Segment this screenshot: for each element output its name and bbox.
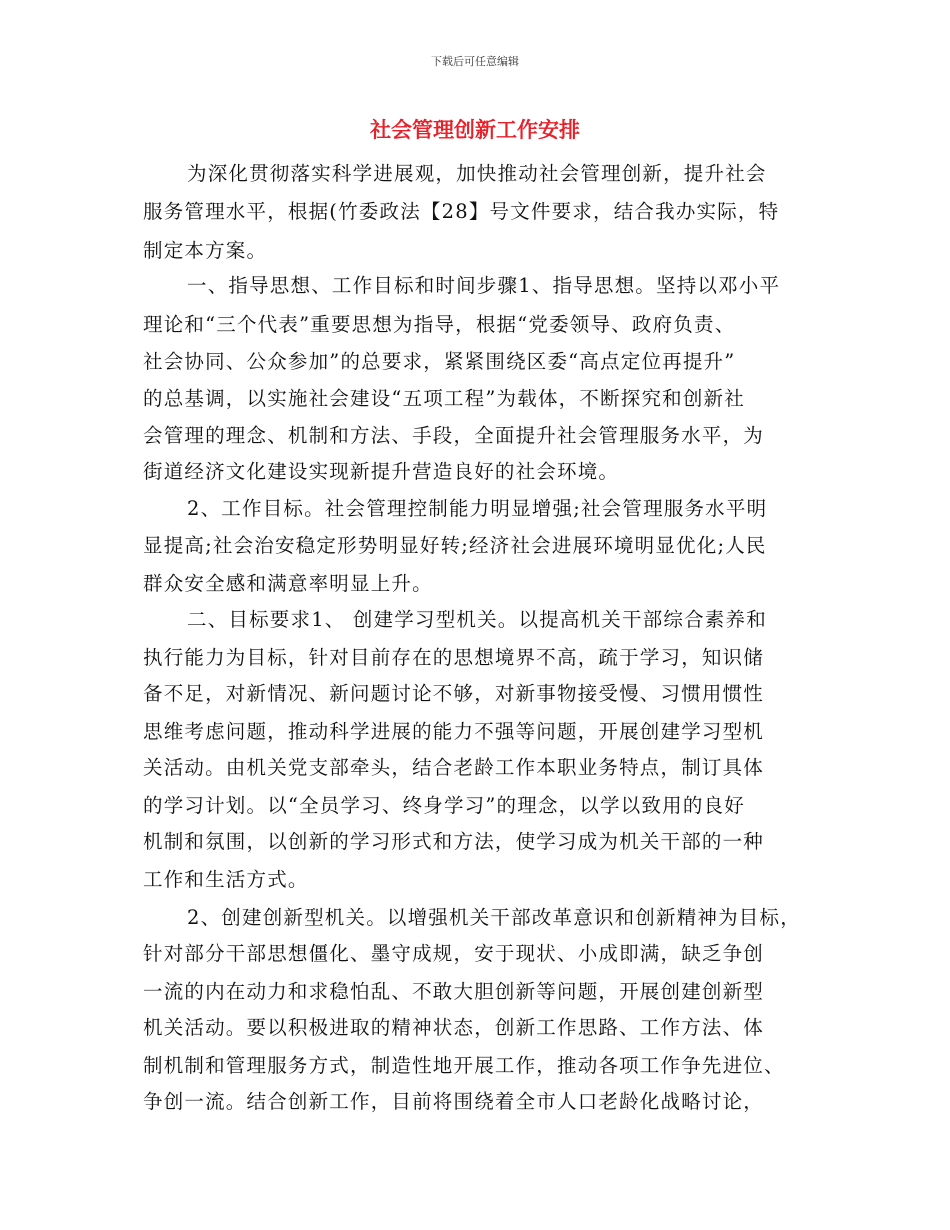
- header-note: 下载后可任意编辑: [431, 55, 519, 68]
- body-line: 显提高;社会治安稳定形势明显好转;经济社会进展环境明显优化;人民: [143, 534, 767, 557]
- body-line: 服务管理水平，根据(竹委政法【28】号文件要求，结合我办实际，特: [143, 200, 780, 223]
- body-line: 针对部分干部思想僵化、墨守成规，安于现状、小成即满，缺乏争创: [143, 942, 765, 965]
- body-line: 群众安全感和满意率明显上升。: [143, 572, 433, 595]
- body-line: 为深化贯彻落实科学进展观，加快推动社会管理创新，提升社会: [187, 162, 767, 185]
- body-line: 制定本方案。: [143, 239, 268, 262]
- document-title: 社会管理创新工作安排: [370, 118, 580, 142]
- body-line: 机制和氛围，以创新的学习形式和方法，使学习成为机关干部的一种: [143, 830, 765, 853]
- body-line: 关活动。由机关党支部牵头，结合老龄工作本职业务特点，制订具体: [143, 756, 765, 779]
- body-line: 的学习计划。以“全员学习、终身学习”的理念，以学以致用的良好: [143, 794, 745, 817]
- body-line: 的总基调，以实施社会建设“五项工程”为载体，不断探究和创新社: [143, 387, 745, 410]
- body-line: 理论和“三个代表”重要思想为指导，根据“党委领导、政府负责、: [143, 313, 736, 336]
- body-line: 制机制和管理服务方式，制造性地开展工作，推动各项工作争先进位、: [143, 1054, 785, 1077]
- body-line: 执行能力为目标，针对目前存在的思想境界不高，疏于学习，知识储: [143, 646, 765, 669]
- body-line: 会管理的理念、机制和方法、手段，全面提升社会管理服务水平，为: [143, 424, 765, 447]
- body-line: 一、指导思想、工作目标和时间步骤1、指导思想。坚持以邓小平: [187, 274, 781, 297]
- body-line: 二、目标要求1、 创建学习型机关。以提高机关干部综合素养和: [187, 608, 767, 631]
- body-line: 工作和生活方式。: [143, 868, 309, 891]
- body-line: 机关活动。要以积极进取的精神状态，创新工作思路、工作方法、体: [143, 1016, 765, 1039]
- body-line: 2、工作目标。社会管理控制能力明显增强;社会管理服务水平明: [187, 497, 768, 520]
- body-line: 2、创建创新型机关。以增强机关干部改革意识和创新精神为目标，: [187, 906, 801, 929]
- body-line: 街道经济文化建设实现新提升营造良好的社会环境。: [143, 460, 620, 483]
- body-line: 备不足，对新情况、新问题讨论不够，对新事物接受慢、习惯用惯性: [143, 682, 765, 705]
- body-line: 社会协同、公众参加”的总要求，紧紧围绕区委“高点定位再提升”: [143, 350, 736, 373]
- body-line: 争创一流。结合创新工作，目前将围绕着全市人口老龄化战略讨论，: [143, 1090, 765, 1113]
- body-line: 一流的内在动力和求稳怕乱、不敢大胆创新等问题，开展创建创新型: [143, 980, 765, 1003]
- body-line: 思维考虑问题，推动科学进展的能力不强等问题，开展创建学习型机: [143, 720, 765, 743]
